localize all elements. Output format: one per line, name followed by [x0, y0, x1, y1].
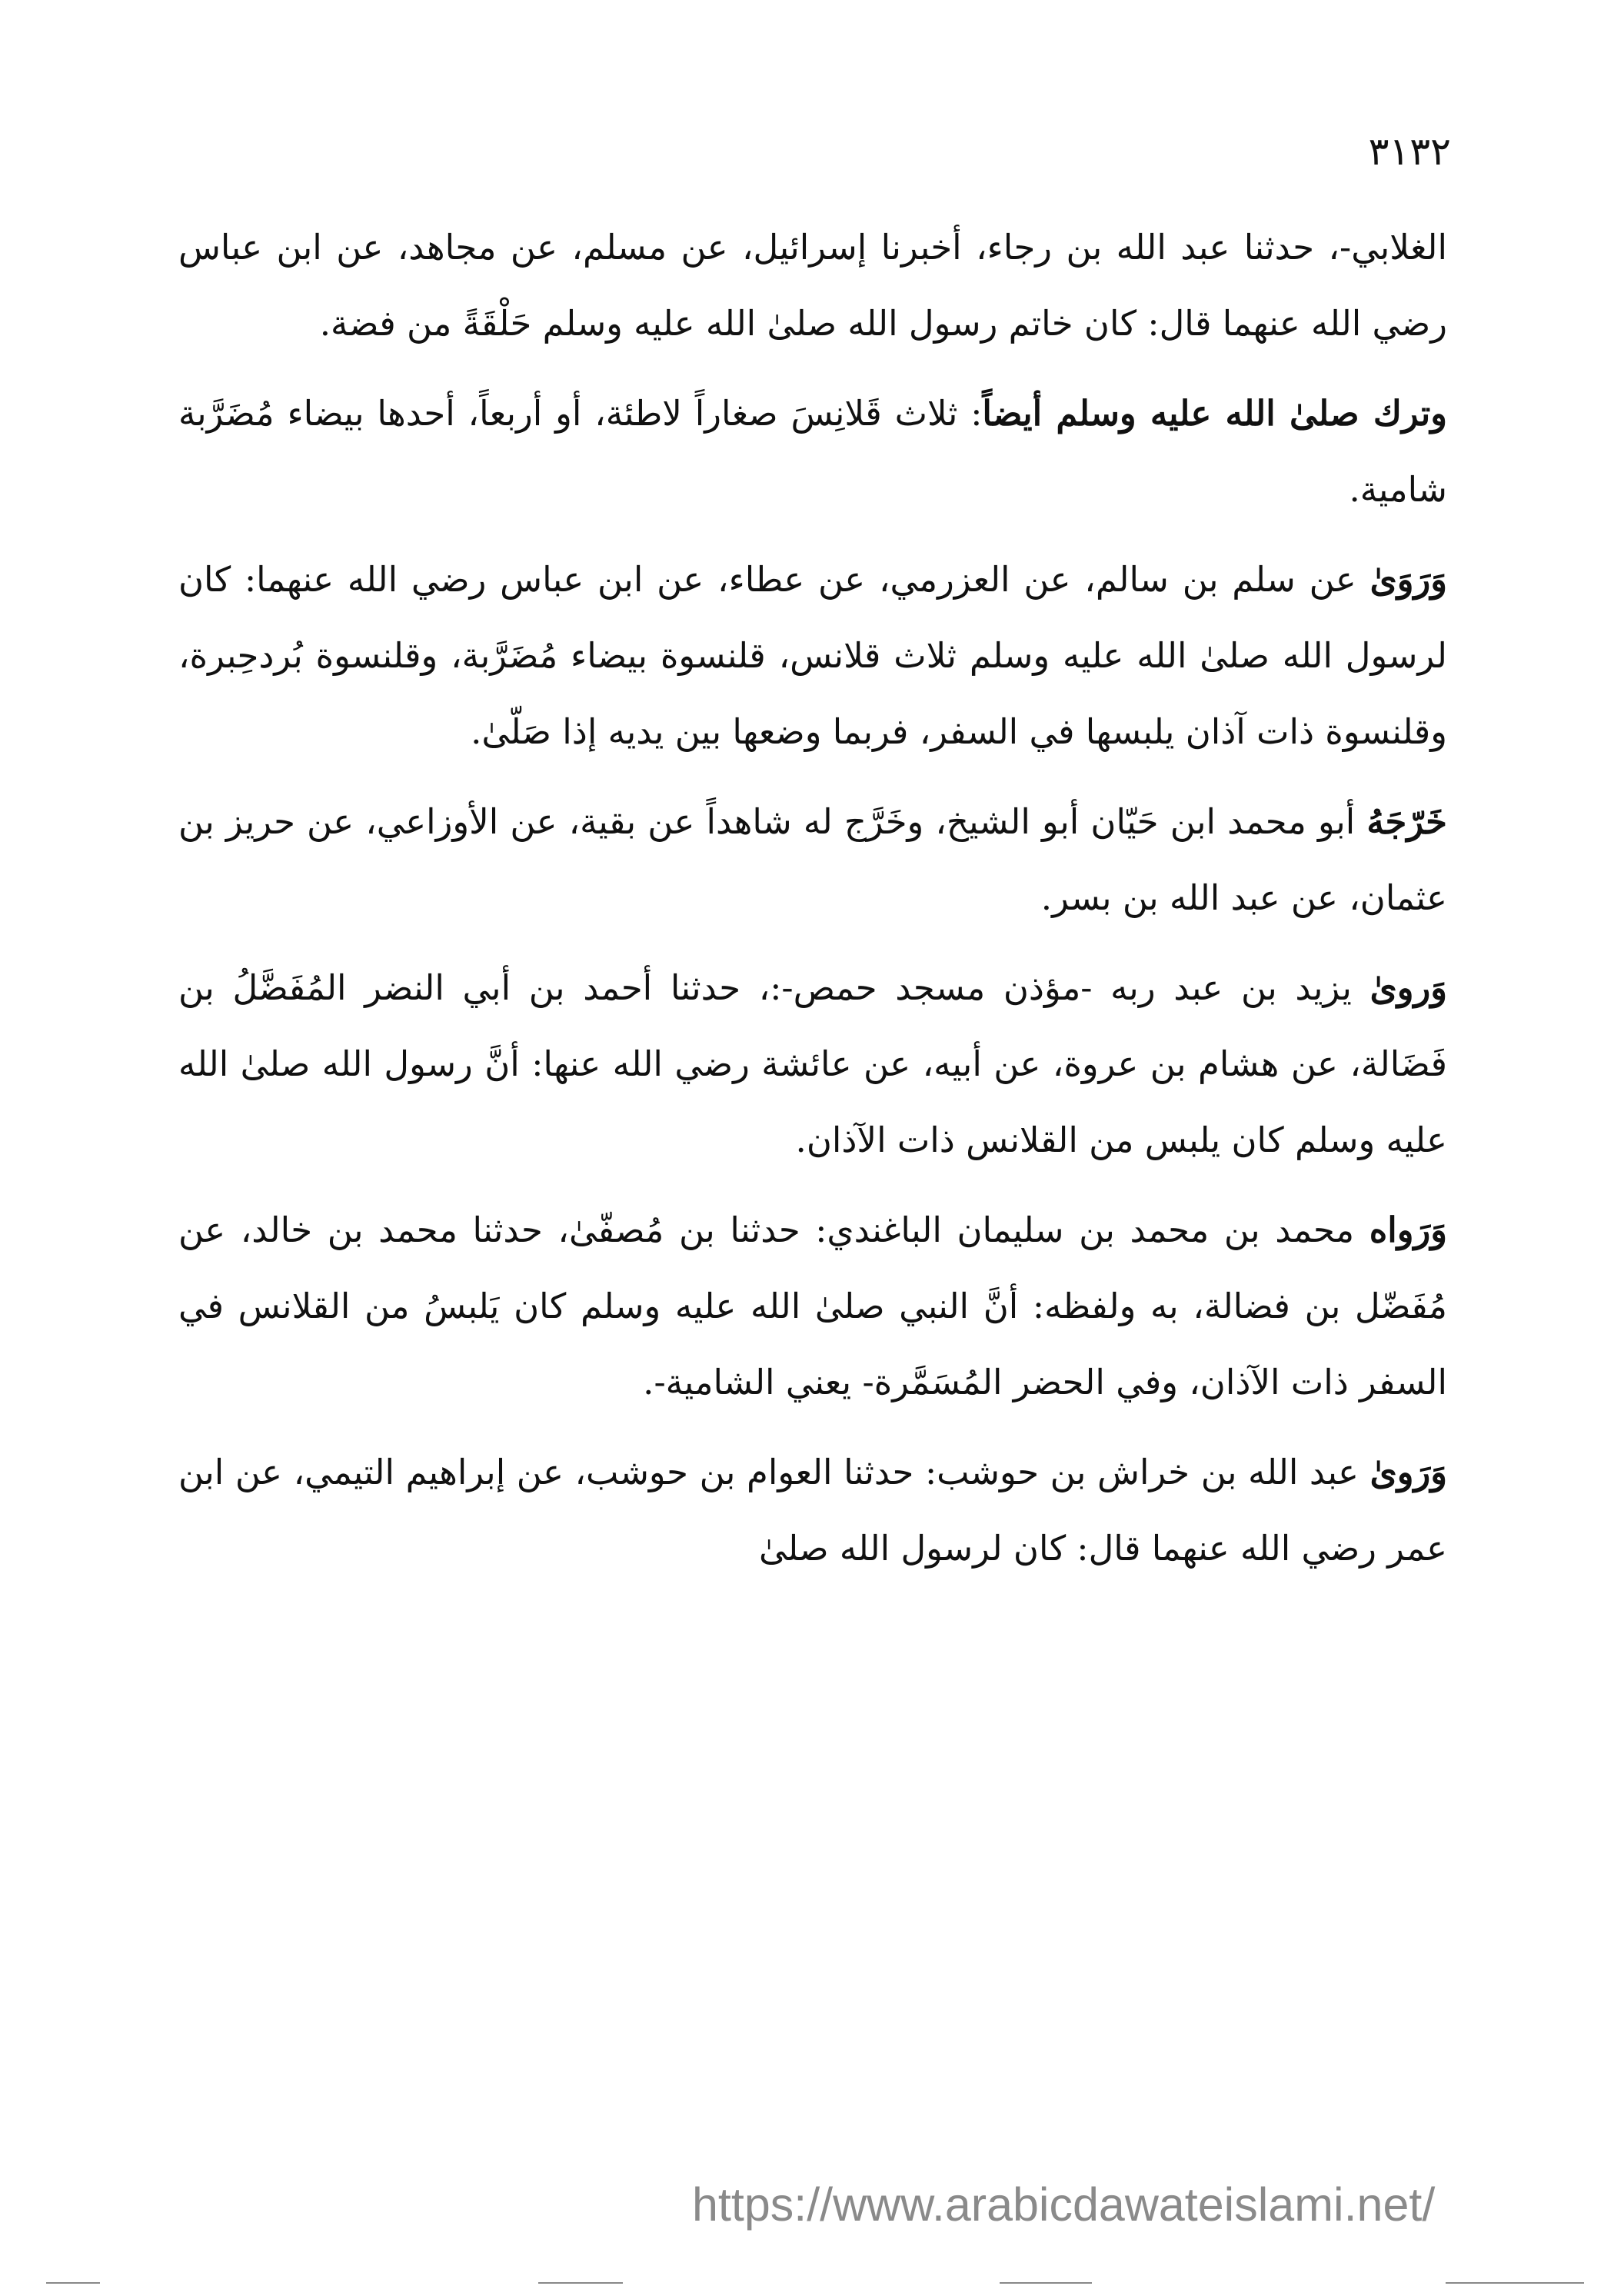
paragraph-text: عن سلم بن سالم، عن العزرمي، عن عطاء، عن ابن عباس رضي الله عنهما: كان لرسول الله صلىٰ الله عليه وسلم ثلاث قلانس، قلنسوة بيضاء مُضَرَّبة، وقلنسوة بُردحِبرة، وقلنسوة ذات آذان يلبسها في السفر، فربما وضعها بين يديه إذا صَلّىٰ. — [178, 559, 1447, 752]
paragraph — [178, 950, 1447, 1178]
body-text — [178, 209, 1447, 1600]
paragraph-text: أبو محمد ابن حَيّان أبو الشيخ، وخَرَّج له شاهداً عن بقية، عن الأوزاعي، عن حريز بن عثمان، عن عبد الله بن بسر. — [178, 801, 1447, 918]
paragraph-text: يزيد بن عبد ربه -مؤذن مسجد حمص-:، حدثنا أحمد بن أبي النضر المُفَضَّلُ بن فَضَالة، عن هشام بن عروة، عن أبيه، عن عائشة رضي الله عنها: أنَّ رسول الله صلىٰ الله عليه وسلم كان يلبس من القلانس ذات الآذان. — [178, 967, 1447, 1160]
paragraph-lead: وَرَوىٰ — [1369, 1452, 1447, 1492]
paragraph-text: الغلابي-، حدثنا عبد الله بن رجاء، أخبرنا إسرائيل، عن مسلم، عن مجاهد، عن ابن عباس رضي الله عنهما قال: كان خاتم رسول الله صلىٰ الله عليه وسلم حَلْقَةً من فضة. — [178, 227, 1447, 344]
paragraph-text: عبد الله بن خراش بن حوشب: حدثنا العوام بن حوشب، عن إبراهيم التيمي، عن ابن عمر رضي الله عنهما قال: كان لرسول الله صلىٰ — [178, 1452, 1447, 1569]
paragraph-text: : ثلاث قَلانِسَ صغاراً لاطئة، أو أربعاً، أحدها بيضاء مُضَرَّبة شامية. — [178, 393, 1447, 510]
paragraph — [178, 541, 1447, 770]
paragraph — [178, 375, 1447, 527]
paragraph — [178, 209, 1447, 361]
page-number: ٣١٣٢ — [1368, 129, 1451, 174]
paragraph — [178, 1192, 1447, 1420]
footer-rule — [1446, 2282, 1584, 2284]
footer-rule — [46, 2282, 100, 2284]
footer-rule — [538, 2282, 623, 2284]
paragraph-text: محمد بن محمد بن سليمان الباغندي: حدثنا بن مُصفّىٰ، حدثنا محمد بن خالد، عن مُفَضّل بن فضالة، به ولفظه: أنَّ النبي صلىٰ الله عليه وسلم كان يَلبسُ من القلانس في السفر ذات الآذان، وفي الحضر المُسَمَّرة- يعني الشامية-. — [178, 1210, 1447, 1403]
footer-rule — [1000, 2282, 1092, 2284]
paragraph-lead: وَرَواه — [1369, 1210, 1447, 1250]
paragraph-lead: وترك صلىٰ الله عليه وسلم أيضاً — [982, 393, 1447, 434]
paragraph-lead: خَرّجَهُ — [1366, 801, 1447, 842]
paragraph — [178, 1434, 1447, 1586]
paragraph-lead: وَروىٰ — [1369, 967, 1447, 1008]
watermark-link[interactable]: https://www.arabicdawateislami.net/ — [692, 2178, 1436, 2231]
paragraph-lead: وَرَوَىٰ — [1369, 559, 1447, 600]
paragraph — [178, 784, 1447, 936]
